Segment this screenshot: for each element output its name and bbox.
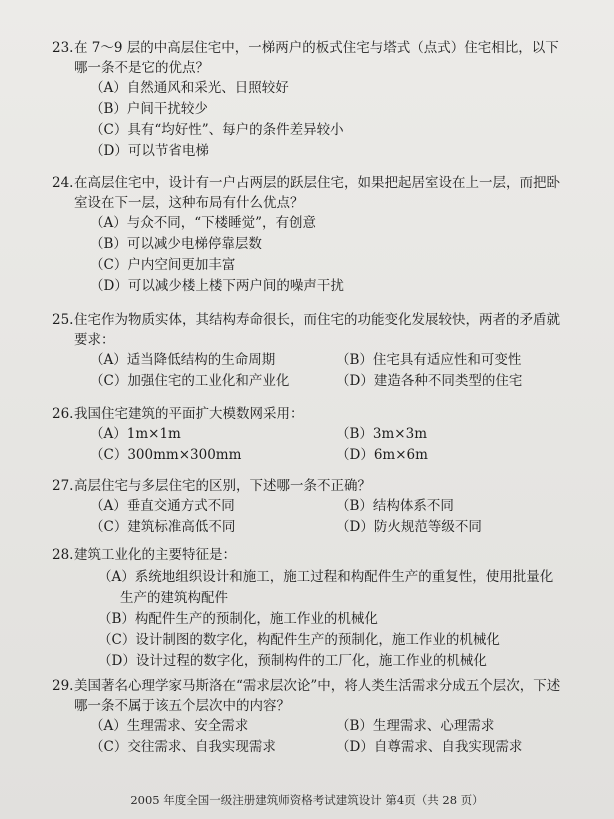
question-28 [52,545,572,672]
option-a: （A）1m×1m [90,426,181,442]
question-text: 我国住宅建筑的平面扩大模数网采用： [74,406,304,422]
option-list [90,350,572,392]
option-c: （C）300mm×300mm [90,447,242,463]
question-stem [52,173,572,213]
question-27 [52,476,572,538]
option-c: （C）户内空间更加丰富 [90,257,236,273]
option-a: （A）与众不同，“下楼睡觉”，有创意 [90,215,317,231]
question-number: 28. [52,547,74,563]
question-number: 26. [52,406,74,422]
option-c: （C）加强住宅的工业化和产业化 [90,373,290,389]
question-text: 住宅作为物质实体，其结构寿命很长，而住宅的功能变化发展较快，两者的矛盾就要求： [74,312,560,348]
question-text: 建筑工业化的主要特征是： [74,547,236,563]
question-stem [52,545,572,565]
option-a: （A）自然通风和采光、日照较好 [90,80,289,96]
option-a: （A）适当降低结构的生命周期 [90,352,276,368]
option-d: （D）自尊需求、自我实现需求 [336,739,523,755]
question-25 [52,310,572,392]
option-d: （D）可以节省电梯 [90,143,209,159]
option-a: （A）生理需求、安全需求 [90,718,249,734]
option-b: （B）住宅具有适应性和可变性 [336,352,522,368]
option-d: （D）设计过程的数字化，预制构件的工厂化，施工作业的机械化 [98,653,487,669]
option-c: （C）建筑标准高低不同 [90,519,236,535]
option-b: （B）3m×3m [336,426,428,442]
option-list [52,78,572,162]
option-list [52,567,572,672]
question-number: 23. [52,40,74,56]
option-list [90,716,572,758]
option-d: （D）可以减少楼上楼下两户间的噪声干扰 [90,278,344,294]
option-a-continuation: 生产的建筑构配件 [120,590,228,606]
option-c: （C）具有“均好性”、每户的条件差异较小 [90,122,344,138]
option-b: （B）结构体系不同 [336,498,454,514]
option-b: （B）可以减少电梯停靠层数 [90,236,262,252]
question-text: 在高层住宅中，设计有一户占两层的跃层住宅，如果把起居室设在上一层，而把卧室设在下一层，这种布局有什么优点？ [74,175,560,211]
option-d: （D）防火规范等级不同 [336,519,482,535]
question-24 [52,173,572,297]
question-number: 24. [52,175,74,191]
question-stem [52,476,572,496]
option-a: （A）系统地组织设计和施工，施工过程和构配件生产的重复性，使用批量化 [98,569,554,585]
question-text: 美国著名心理学家马斯洛在“需求层次论”中，将人类生活需求分成五个层次，下述哪一条不属于该五个层次中的内容？ [74,678,561,714]
option-b: （B）户间干扰较少 [90,101,208,117]
question-number: 25. [52,312,74,328]
question-26 [52,404,572,466]
option-c: （C）设计制图的数字化，构配件生产的预制化，施工作业的机械化 [98,632,500,648]
question-29 [52,676,572,758]
question-23 [52,38,572,162]
option-c: （C）交往需求、自我实现需求 [90,739,276,755]
question-number: 29. [52,678,74,694]
option-a: （A）垂直交通方式不同 [90,498,235,514]
question-stem [52,310,572,350]
question-number: 27. [52,478,74,494]
page-footer: 2005 年度全国一级注册建筑师资格考试建筑设计 第4页（共 28 页） [130,793,484,807]
question-text: 在 7～9 层的中高层住宅中，一梯两户的板式住宅与塔式（点式）住宅相比，以下哪一条不是它的优点？ [74,40,559,76]
option-list [90,424,572,466]
option-d: （D）建造各种不同类型的住宅 [336,373,523,389]
question-stem [52,38,572,78]
option-b: （B）构配件生产的预制化，施工作业的机械化 [98,611,378,627]
question-text: 高层住宅与多层住宅的区别，下述哪一条不正确？ [74,478,371,494]
question-stem [52,676,572,716]
option-list [90,496,572,538]
option-b: （B）生理需求、心理需求 [336,718,495,734]
question-stem [52,404,572,424]
option-d: （D）6m×6m [336,447,428,463]
option-list [52,213,572,297]
